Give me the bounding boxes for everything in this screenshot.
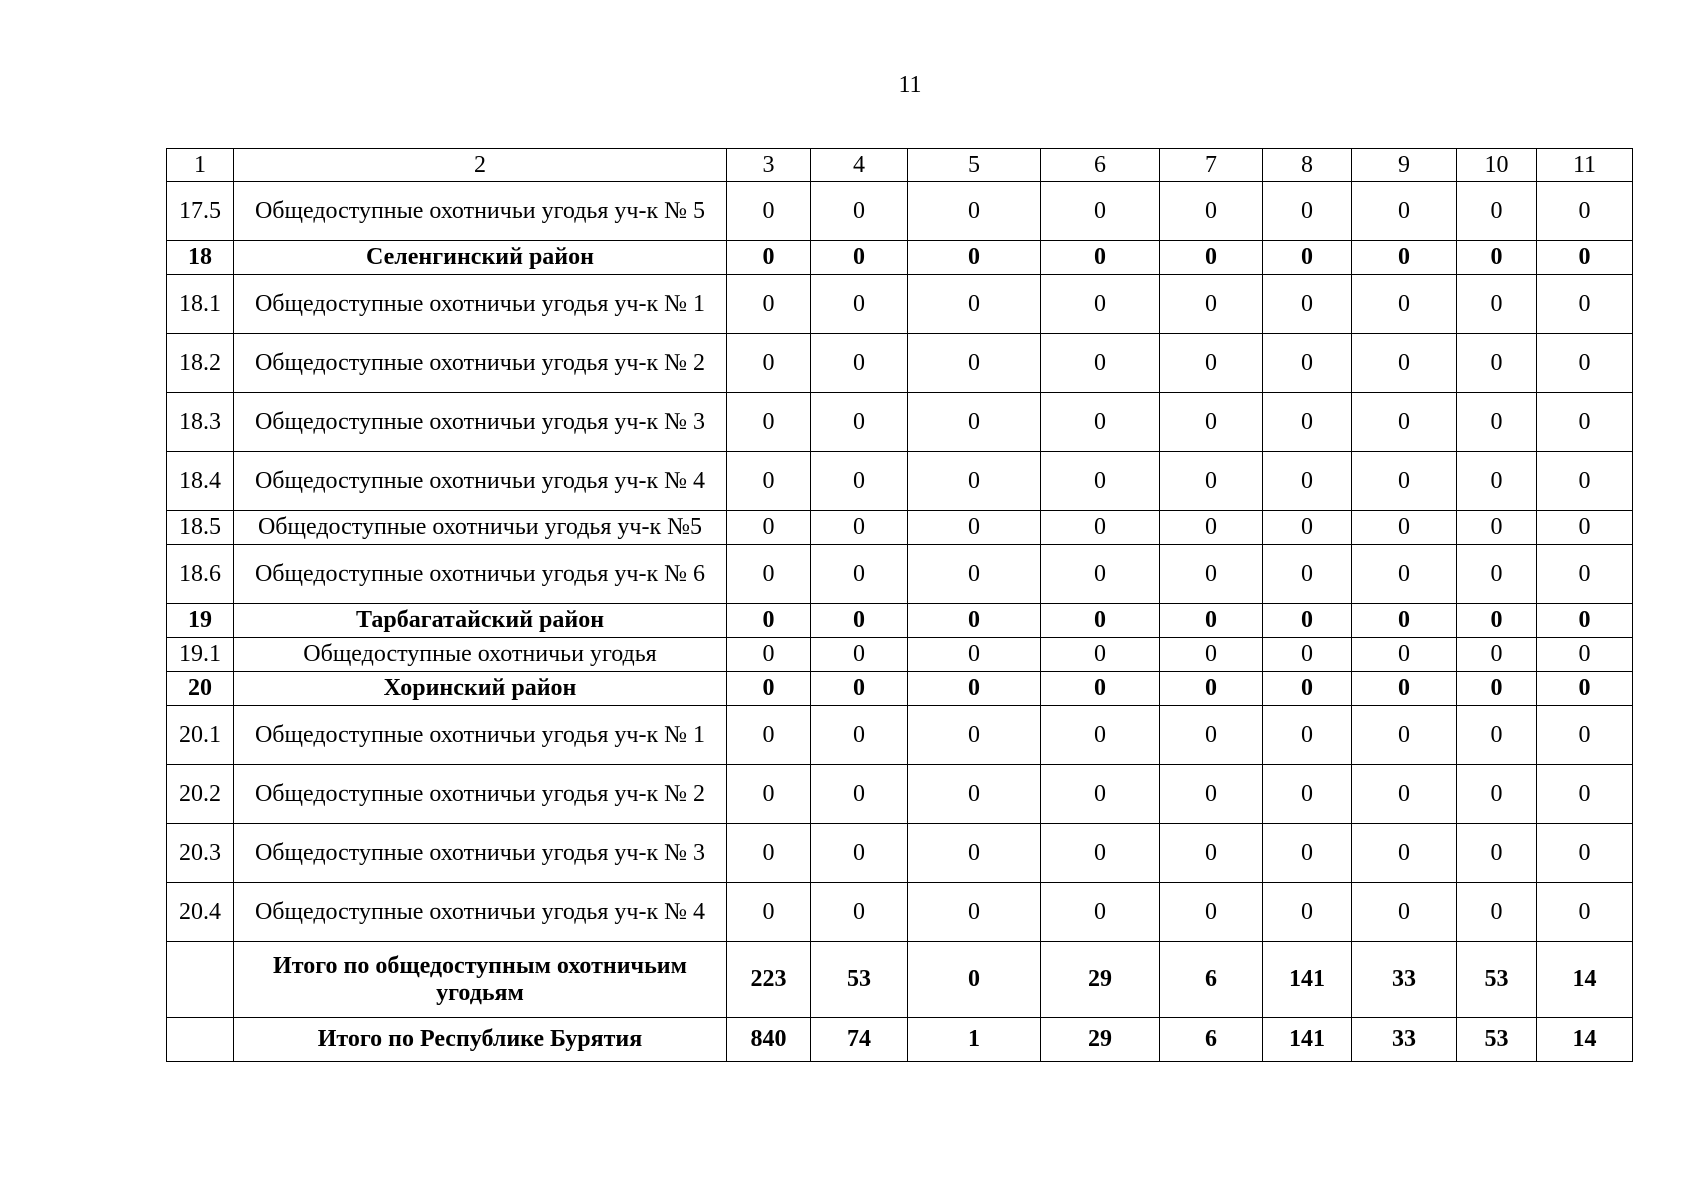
column-header: 2 — [234, 149, 727, 182]
row-number-cell: 18.5 — [167, 511, 234, 545]
value-cell: 0 — [1263, 672, 1352, 706]
value-cell: 0 — [1537, 706, 1633, 765]
value-cell: 0 — [811, 706, 908, 765]
row-name-cell: Общедоступные охотничьи угодья уч-к № 1 — [234, 275, 727, 334]
value-cell: 0 — [811, 241, 908, 275]
value-cell: 0 — [1352, 883, 1457, 942]
table-row — [167, 1018, 1633, 1062]
column-header: 3 — [727, 149, 811, 182]
value-cell: 0 — [908, 604, 1041, 638]
value-cell: 0 — [1537, 452, 1633, 511]
value-cell: 6 — [1160, 942, 1263, 1018]
table-row — [167, 706, 1633, 765]
value-cell: 0 — [1457, 511, 1537, 545]
row-number-cell: 18.2 — [167, 334, 234, 393]
value-cell: 0 — [908, 511, 1041, 545]
value-cell: 0 — [811, 545, 908, 604]
value-cell: 223 — [727, 942, 811, 1018]
value-cell: 0 — [908, 275, 1041, 334]
value-cell: 0 — [1263, 452, 1352, 511]
table-row — [167, 334, 1633, 393]
value-cell: 0 — [1041, 511, 1160, 545]
value-cell: 0 — [1263, 604, 1352, 638]
value-cell: 0 — [1457, 638, 1537, 672]
value-cell: 0 — [1263, 275, 1352, 334]
value-cell: 0 — [1041, 604, 1160, 638]
value-cell: 0 — [1041, 765, 1160, 824]
value-cell: 0 — [908, 638, 1041, 672]
column-header: 8 — [1263, 149, 1352, 182]
value-cell: 0 — [727, 545, 811, 604]
value-cell: 0 — [727, 765, 811, 824]
row-name-cell: Общедоступные охотничьи угодья уч-к № 5 — [234, 182, 727, 241]
value-cell: 0 — [908, 942, 1041, 1018]
row-name-cell: Общедоступные охотничьи угодья уч-к № 4 — [234, 883, 727, 942]
value-cell: 0 — [1160, 638, 1263, 672]
row-number-cell: 20.2 — [167, 765, 234, 824]
value-cell: 0 — [1160, 545, 1263, 604]
value-cell: 0 — [1352, 672, 1457, 706]
column-header: 7 — [1160, 149, 1263, 182]
value-cell: 0 — [1160, 452, 1263, 511]
table-row — [167, 393, 1633, 452]
value-cell: 0 — [1352, 545, 1457, 604]
row-name-cell: Общедоступные охотничьи угодья — [234, 638, 727, 672]
value-cell: 0 — [1457, 883, 1537, 942]
value-cell: 0 — [1041, 883, 1160, 942]
value-cell: 14 — [1537, 942, 1633, 1018]
table-row — [167, 511, 1633, 545]
table-row — [167, 824, 1633, 883]
row-number-cell: 18 — [167, 241, 234, 275]
row-name-cell: Общедоступные охотничьи угодья уч-к № 3 — [234, 824, 727, 883]
row-name-cell: Тарбагатайский район — [234, 604, 727, 638]
value-cell: 0 — [727, 452, 811, 511]
value-cell: 0 — [1263, 706, 1352, 765]
value-cell: 0 — [1457, 604, 1537, 638]
value-cell: 0 — [908, 452, 1041, 511]
row-name-cell: Итого по общедоступным охотничьим угодьям — [234, 942, 727, 1018]
value-cell: 53 — [1457, 1018, 1537, 1062]
value-cell: 0 — [1457, 765, 1537, 824]
value-cell: 0 — [908, 241, 1041, 275]
value-cell: 0 — [1041, 672, 1160, 706]
value-cell: 0 — [1160, 511, 1263, 545]
value-cell: 0 — [1263, 182, 1352, 241]
value-cell: 53 — [1457, 942, 1537, 1018]
row-number-cell: 18.6 — [167, 545, 234, 604]
value-cell: 0 — [1457, 241, 1537, 275]
value-cell: 0 — [1352, 706, 1457, 765]
value-cell: 0 — [1041, 638, 1160, 672]
value-cell: 0 — [1537, 334, 1633, 393]
value-cell: 0 — [811, 824, 908, 883]
value-cell: 1 — [908, 1018, 1041, 1062]
value-cell: 141 — [1263, 942, 1352, 1018]
row-number-cell — [167, 942, 234, 1018]
value-cell: 0 — [1041, 545, 1160, 604]
value-cell: 0 — [1160, 706, 1263, 765]
value-cell: 0 — [1457, 182, 1537, 241]
value-cell: 0 — [1537, 275, 1633, 334]
value-cell: 0 — [908, 545, 1041, 604]
row-name-cell: Общедоступные охотничьи угодья уч-к № 3 — [234, 393, 727, 452]
row-number-cell: 18.4 — [167, 452, 234, 511]
value-cell: 0 — [1041, 182, 1160, 241]
value-cell: 0 — [1537, 824, 1633, 883]
value-cell: 0 — [1352, 638, 1457, 672]
value-cell: 0 — [811, 883, 908, 942]
value-cell: 0 — [1352, 824, 1457, 883]
row-number-cell: 20.1 — [167, 706, 234, 765]
table-row — [167, 545, 1633, 604]
value-cell: 0 — [727, 638, 811, 672]
value-cell: 6 — [1160, 1018, 1263, 1062]
value-cell: 0 — [727, 883, 811, 942]
value-cell: 0 — [727, 275, 811, 334]
value-cell: 0 — [727, 604, 811, 638]
row-name-cell: Итого по Республике Бурятия — [234, 1018, 727, 1062]
value-cell: 0 — [811, 182, 908, 241]
value-cell: 0 — [1352, 241, 1457, 275]
value-cell: 0 — [1537, 241, 1633, 275]
value-cell: 0 — [1537, 765, 1633, 824]
value-cell: 0 — [1537, 182, 1633, 241]
value-cell: 0 — [1263, 393, 1352, 452]
value-cell: 0 — [1537, 672, 1633, 706]
value-cell: 0 — [1457, 393, 1537, 452]
value-cell: 0 — [1041, 824, 1160, 883]
value-cell: 0 — [1160, 334, 1263, 393]
value-cell: 0 — [1160, 182, 1263, 241]
value-cell: 0 — [1457, 452, 1537, 511]
column-header: 11 — [1537, 149, 1633, 182]
table-row — [167, 452, 1633, 511]
value-cell: 0 — [1160, 883, 1263, 942]
value-cell: 0 — [1457, 275, 1537, 334]
page-number: 11 — [898, 72, 922, 98]
column-header: 10 — [1457, 149, 1537, 182]
row-number-cell: 17.5 — [167, 182, 234, 241]
value-cell: 0 — [1160, 393, 1263, 452]
value-cell: 0 — [1263, 883, 1352, 942]
value-cell: 0 — [908, 393, 1041, 452]
table-row — [167, 672, 1633, 706]
value-cell: 0 — [1457, 334, 1537, 393]
value-cell: 0 — [1041, 452, 1160, 511]
row-number-cell — [167, 1018, 234, 1062]
value-cell: 0 — [908, 334, 1041, 393]
table-row — [167, 275, 1633, 334]
value-cell: 33 — [1352, 1018, 1457, 1062]
value-cell: 0 — [908, 765, 1041, 824]
value-cell: 0 — [1352, 393, 1457, 452]
table-row — [167, 604, 1633, 638]
value-cell: 74 — [811, 1018, 908, 1062]
row-name-cell: Общедоступные охотничьи угодья уч-к №5 — [234, 511, 727, 545]
value-cell: 0 — [1352, 334, 1457, 393]
value-cell: 0 — [1263, 511, 1352, 545]
value-cell: 0 — [1041, 706, 1160, 765]
value-cell: 0 — [1263, 638, 1352, 672]
value-cell: 0 — [727, 241, 811, 275]
value-cell: 0 — [1160, 241, 1263, 275]
value-cell: 0 — [1160, 604, 1263, 638]
row-number-cell: 18.1 — [167, 275, 234, 334]
row-number-cell: 20.3 — [167, 824, 234, 883]
value-cell: 0 — [727, 182, 811, 241]
row-name-cell: Общедоступные охотничьи угодья уч-к № 6 — [234, 545, 727, 604]
value-cell: 0 — [1537, 393, 1633, 452]
value-cell: 0 — [811, 765, 908, 824]
column-header: 5 — [908, 149, 1041, 182]
value-cell: 840 — [727, 1018, 811, 1062]
column-header: 1 — [167, 149, 234, 182]
value-cell: 0 — [1352, 765, 1457, 824]
value-cell: 0 — [908, 672, 1041, 706]
row-name-cell: Общедоступные охотничьи угодья уч-к № 2 — [234, 334, 727, 393]
value-cell: 0 — [1352, 275, 1457, 334]
value-cell: 0 — [727, 824, 811, 883]
column-header: 4 — [811, 149, 908, 182]
value-cell: 0 — [908, 824, 1041, 883]
value-cell: 0 — [1457, 824, 1537, 883]
value-cell: 0 — [1457, 545, 1537, 604]
value-cell: 0 — [1041, 275, 1160, 334]
value-cell: 141 — [1263, 1018, 1352, 1062]
table-body — [167, 149, 1633, 1062]
value-cell: 0 — [1537, 638, 1633, 672]
value-cell: 53 — [811, 942, 908, 1018]
row-number-cell: 20 — [167, 672, 234, 706]
value-cell: 0 — [1160, 275, 1263, 334]
table-row — [167, 883, 1633, 942]
value-cell: 0 — [1160, 765, 1263, 824]
value-cell: 0 — [1160, 824, 1263, 883]
value-cell: 0 — [1263, 545, 1352, 604]
value-cell: 0 — [1457, 706, 1537, 765]
value-cell: 0 — [811, 672, 908, 706]
value-cell: 0 — [811, 275, 908, 334]
hunting-grounds-table — [166, 148, 1633, 1062]
table-row — [167, 942, 1633, 1018]
value-cell: 0 — [1041, 334, 1160, 393]
value-cell: 0 — [1160, 672, 1263, 706]
value-cell: 33 — [1352, 942, 1457, 1018]
value-cell: 0 — [908, 182, 1041, 241]
row-name-cell: Общедоступные охотничьи угодья уч-к № 4 — [234, 452, 727, 511]
value-cell: 0 — [811, 638, 908, 672]
row-name-cell: Селенгинский район — [234, 241, 727, 275]
column-header: 9 — [1352, 149, 1457, 182]
value-cell: 0 — [1352, 452, 1457, 511]
table-row — [167, 241, 1633, 275]
value-cell: 0 — [727, 672, 811, 706]
row-number-cell: 19 — [167, 604, 234, 638]
value-cell: 29 — [1041, 942, 1160, 1018]
row-name-cell: Хоринский район — [234, 672, 727, 706]
value-cell: 0 — [811, 334, 908, 393]
row-number-cell: 19.1 — [167, 638, 234, 672]
table-row — [167, 182, 1633, 241]
column-number-row — [167, 149, 1633, 182]
value-cell: 0 — [1537, 883, 1633, 942]
value-cell: 0 — [1352, 511, 1457, 545]
row-number-cell: 18.3 — [167, 393, 234, 452]
value-cell: 0 — [811, 604, 908, 638]
value-cell: 0 — [1537, 511, 1633, 545]
value-cell: 0 — [1352, 604, 1457, 638]
value-cell: 0 — [727, 334, 811, 393]
value-cell: 0 — [1263, 334, 1352, 393]
value-cell: 0 — [1263, 824, 1352, 883]
table-row — [167, 638, 1633, 672]
value-cell: 0 — [811, 511, 908, 545]
value-cell: 0 — [908, 706, 1041, 765]
value-cell: 0 — [1263, 765, 1352, 824]
row-number-cell: 20.4 — [167, 883, 234, 942]
value-cell: 0 — [1352, 182, 1457, 241]
value-cell: 0 — [1537, 604, 1633, 638]
value-cell: 0 — [811, 393, 908, 452]
value-cell: 0 — [1457, 672, 1537, 706]
value-cell: 14 — [1537, 1018, 1633, 1062]
value-cell: 0 — [727, 706, 811, 765]
value-cell: 0 — [908, 883, 1041, 942]
column-header: 6 — [1041, 149, 1160, 182]
value-cell: 0 — [727, 393, 811, 452]
value-cell: 0 — [1537, 545, 1633, 604]
value-cell: 0 — [811, 452, 908, 511]
row-name-cell: Общедоступные охотничьи угодья уч-к № 2 — [234, 765, 727, 824]
value-cell: 0 — [1041, 393, 1160, 452]
value-cell: 0 — [727, 511, 811, 545]
row-name-cell: Общедоступные охотничьи угодья уч-к № 1 — [234, 706, 727, 765]
value-cell: 0 — [1263, 241, 1352, 275]
value-cell: 29 — [1041, 1018, 1160, 1062]
value-cell: 0 — [1041, 241, 1160, 275]
table-row — [167, 765, 1633, 824]
